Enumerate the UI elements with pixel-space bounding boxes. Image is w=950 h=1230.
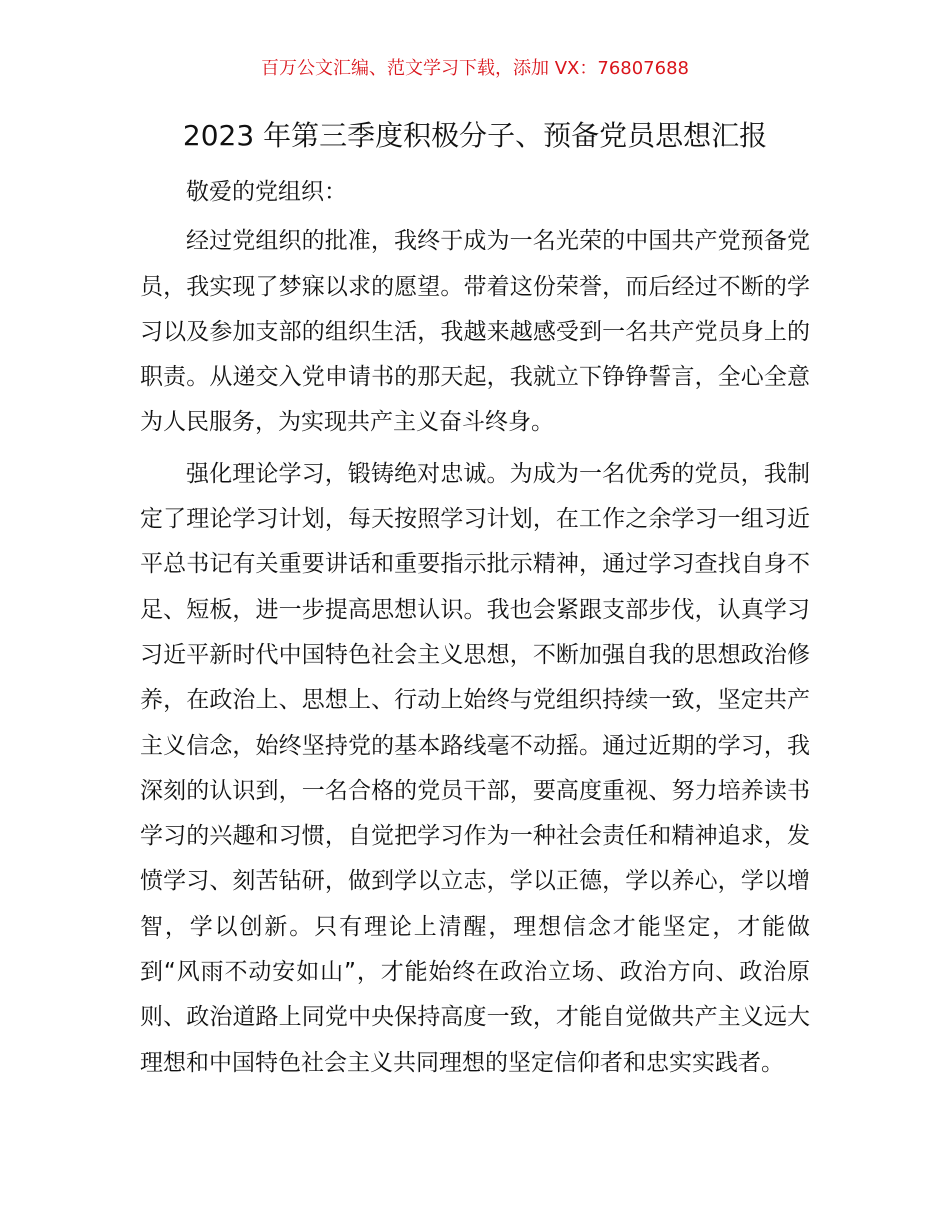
paragraph-2: 强化理论学习，锻铸绝对忠诚。为成为一名优秀的党员，我制定了理论学习计划，每天按照学习计划，在工作之余学习一组习近平总书记有关重要讲话和重要指示批示精神，通过学习查找自身不足、短板，进一步提高思想认识。我也会紧跟支部步伐，认真学习习近平新时代中国特色社会主义思想，不断加强自我的思想政治修养，在政治上、思想上、行动上始终与党组织持续一致，坚定共产主义信念，始终坚持党的基本路线毫不动摇。通过近期的学习，我深刻的认识到，一名合格的党员干部，要高度重视、努力培养读书学习的兴趣和习惯，自觉把学习作为一种社会责任和精神追求，发愤学习、刻苦钻研，做到学以立志，学以正德，学以养心，学以增智，学以创新。只有理论上清醒，理想信念才能坚定，才能做到“风雨不动安如山”，才能始终在政治立场、政治方向、政治原则、政治道路上同党中央保持高度一致，才能自觉做共产主义远大理想和中国特色社会主义共同理想的坚定信仰者和忠实实践者。 [140,460,810,1076]
document-title: 2023 年第三季度积极分子、预备党员思想汇报 [182,119,768,152]
document-body [140,170,810,1086]
greeting: 敬爱的党组织： [186,179,347,205]
header-note: 百万公文汇编、范文学习下载，添加 VX：76807688 [261,58,689,79]
paragraph-1: 经过党组织的批准，我终于成为一名光荣的中国共产党预备党员，我实现了梦寐以求的愿望。带着这份荣誉，而后经过不断的学习以及参加支部的组织生活，我越来越感受到一名共产党员身上的职责。从递交入党申请书的那天起，我就立下铮铮誓言，全心全意为人民服务，为实现共产主义奋斗终身。 [140,228,810,436]
